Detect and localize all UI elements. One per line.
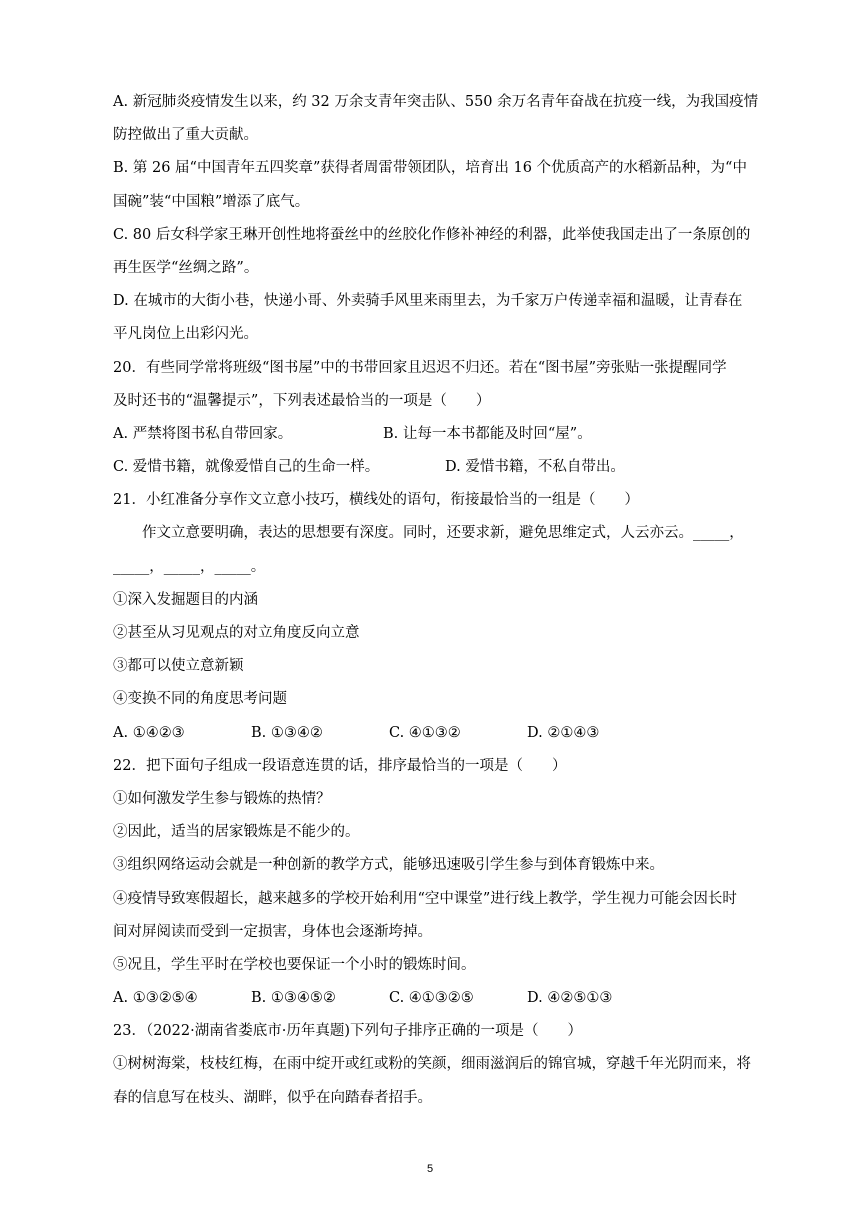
question-21-passage-2: _____，_____，_____。 [113, 558, 266, 575]
page-number: 5 [426, 1163, 434, 1175]
question-20-option-b: B. 让每一本书都能及时回“屋”。 [383, 425, 592, 442]
question-22-sentence-5: ⑤况且，学生平时在学校也要保证一个小时的锻炼时间。 [113, 956, 476, 973]
question-21-sentence-2: ②甚至从习见观点的对立角度反向立意 [113, 625, 360, 641]
question-21-options [113, 717, 778, 750]
question-20-options-row-1 [113, 418, 778, 451]
question-21-sentence-1: ①深入发掘题目的内涵 [113, 591, 258, 608]
question-20-option-d: D. 爱惜书籍，不私自带出。 [445, 459, 625, 476]
question-22-stem: 22．把下面句子组成一段语意连贯的话，排序最恰当的一项是（ ） [113, 757, 567, 774]
page-content [113, 86, 778, 1115]
question-22-sentence-4-line-1: ④疫情导致寒假超长，越来越多的学校开始利用“空中课堂”进行线上教学，学生视力可能会因长时 [113, 890, 737, 907]
question-21-sentence-3: ③都可以使立意新颖 [113, 658, 244, 675]
question-22-options [113, 982, 778, 1015]
question-20-stem-2: 及时还书的“温馨提示”，下列表述最恰当的一项是（ ） [113, 392, 491, 409]
question-21-option-b: B. ①③④② [251, 724, 323, 741]
question-22-option-d: D. ④②⑤①③ [527, 990, 613, 1007]
question-23-sentence-1-line-1: ①树树海棠，枝枝红梅，在雨中绽开或红或粉的笑颜，细雨滋润后的锦官城，穿越千年光阴而来，将 [113, 1056, 751, 1073]
question-22-sentence-4-line-2: 间对屏阅读而受到一定损害，身体也会逐渐垮掉。 [113, 923, 432, 940]
question-21-stem: 21．小红准备分享作文立意小技巧，横线处的语句，衔接最恰当的一组是（ ） [113, 492, 639, 509]
question-20-options-row-2 [113, 451, 778, 484]
question-20-option-a: A. 严禁将图书私自带回家。 [113, 425, 293, 442]
question-21-option-c: C. ④①③② [389, 724, 461, 741]
question-21-option-d: D. ②①④③ [527, 724, 600, 741]
question-22-option-a: A. ①③②⑤④ [113, 990, 198, 1007]
option-b-line-1: B. 第 26 届“中国青年五四奖章”获得者周雷带领团队，培育出 16 个优质高产的水稻新品种，为“中 [113, 160, 747, 177]
question-23-stem: 23．（2022·湖南省娄底市·历年真题)下列句子排序正确的一项是（ ） [113, 1023, 582, 1040]
question-22-sentence-1: ①如何激发学生参与锻炼的热情？ [113, 790, 331, 807]
question-20-stem-1: 20．有些同学常将班级“图书屋”中的书带回家且迟迟不归还。若在“图书屋”旁张贴一张提醒同学 [113, 359, 727, 376]
option-a-line-1: A. 新冠肺炎疫情发生以来，约 32 万余支青年突击队、550 余万名青年奋战在抗疫一线，为我国疫情 [113, 94, 759, 110]
question-22-option-b: B. ①③④⑤② [251, 990, 336, 1007]
option-c-line-1: C. 80 后女科学家王琳开创性地将蚕丝中的丝胶化作修补神经的利器，此举使我国走出了一条原创的 [113, 226, 751, 243]
question-21-passage-1: 作文立意要明确，表达的思想要有深度。同时，还要求新，避免思维定式，人云亦云。_____， [142, 525, 744, 542]
question-22-option-c: C. ④①③②⑤ [389, 990, 474, 1007]
question-21-option-a: A. ①④②③ [113, 724, 185, 741]
option-a-line-2: 防控做出了重大贡献。 [113, 127, 258, 144]
question-21-sentence-4: ④变换不同的角度思考问题 [113, 691, 287, 708]
option-d-line-1: D. 在城市的大街小巷，快递小哥、外卖骑手风里来雨里去，为千家万户传递幸福和温暖，让青春在 [113, 293, 743, 310]
option-b-line-2: 国碗”装“中国粮”增添了底气。 [113, 193, 310, 210]
option-d-line-2: 平凡岗位上出彩闪光。 [113, 326, 258, 343]
question-22-sentence-2: ②因此，适当的居家锻炼是不能少的。 [113, 824, 360, 841]
option-c-line-2: 再生医学“丝绸之路”。 [113, 259, 259, 276]
question-20-option-c: C. 爱惜书籍，就像爱惜自己的生命一样。 [113, 459, 380, 476]
question-23-sentence-1-line-2: 春的信息写在枝头、湖畔，似乎在向踏春者招手。 [113, 1089, 432, 1106]
question-22-sentence-3: ③组织网络运动会就是一种创新的教学方式，能够迅速吸引学生参与到体育锻炼中来。 [113, 857, 664, 874]
